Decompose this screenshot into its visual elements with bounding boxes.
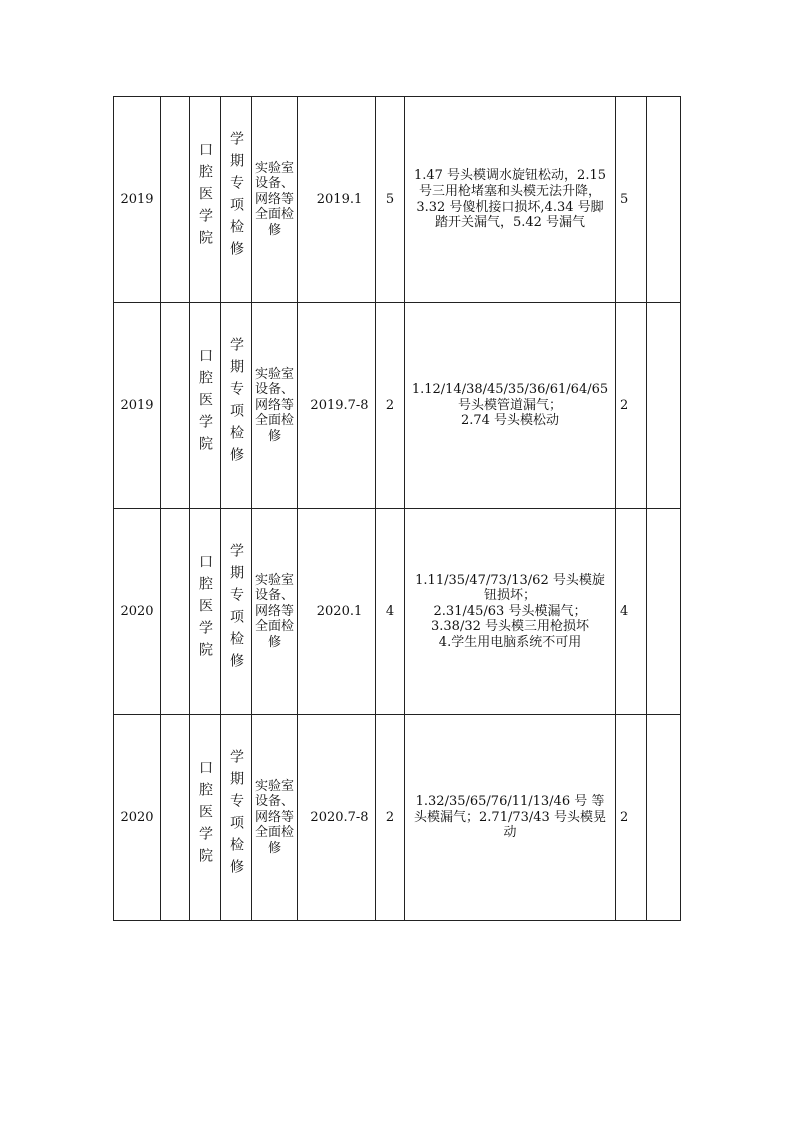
year-cell: 2020 [114,715,161,921]
table-row [114,509,681,715]
department-cell [190,509,221,715]
fault-detail-cell [405,97,616,303]
blank-cell [161,97,190,303]
year-cell: 2019 [114,303,161,509]
blank-cell [647,715,681,921]
department-cell [190,715,221,921]
detail-line: 2.31/45/63 号头模漏气； [433,603,587,619]
department-cell [190,303,221,509]
table-row [114,715,681,921]
repaired-count-cell: 4 [616,509,647,715]
blank-cell [161,509,190,715]
detail-line: 1.11/35/47/73/13/62 号头模旋 [415,572,605,588]
project-cell: 实验室设备、网络等全面检修 [252,509,298,715]
detail-line: 头模漏气；2.71/73/43 号头模晃 [414,809,606,825]
project-cell: 实验室设备、网络等全面检修 [252,97,298,303]
fault-count-cell: 5 [376,97,405,303]
blank-cell [161,715,190,921]
blank-cell [647,303,681,509]
department-label: 口腔医学院 [197,348,213,459]
detail-line: 2.74 号头模松动 [460,413,560,429]
detail-line: 3.38/32 号头模三用枪损坏 [431,619,589,635]
time-cell: 2020.7-8 [298,715,376,921]
repaired-count-cell: 5 [616,97,647,303]
detail-line: 1.32/35/65/76/11/13/46 号 等 [415,794,605,810]
fault-detail-cell [405,303,616,509]
inspection-type-label: 学期专项检修 [228,543,244,676]
department-label: 口腔医学院 [197,554,213,665]
detail-line: 号头模管道漏气； [457,397,562,413]
time-cell: 2020.1 [298,509,376,715]
repaired-count-cell: 2 [616,303,647,509]
inspection-type-cell [221,509,252,715]
detail-line: 1.47 号头模调水旋钮松动，2.15 [413,168,607,184]
project-cell: 实验室设备、网络等全面检修 [252,303,298,509]
time-cell: 2019.1 [298,97,376,303]
inspection-type-label: 学期专项检修 [228,337,244,470]
fault-count-cell: 4 [376,509,405,715]
project-cell: 实验室设备、网络等全面检修 [252,715,298,921]
inspection-type-cell [221,97,252,303]
department-label: 口腔医学院 [197,142,213,253]
blank-cell [647,97,681,303]
maintenance-table [113,96,681,921]
fault-detail-cell [405,509,616,715]
year-cell: 2020 [114,509,161,715]
inspection-type-label: 学期专项检修 [228,749,244,882]
detail-line: 3.32 号傻机接口损坏,4.34 号脚 [416,199,604,215]
detail-line: 踏开关漏气，5.42 号漏气 [434,215,586,231]
table-row [114,97,681,303]
department-label: 口腔医学院 [197,760,213,871]
fault-count-cell: 2 [376,715,405,921]
year-cell: 2019 [114,97,161,303]
detail-line: 号三用枪堵塞和头模无法升降， [418,183,601,199]
fault-detail-cell [405,715,616,921]
inspection-type-cell [221,303,252,509]
blank-cell [647,509,681,715]
repaired-count-cell: 2 [616,715,647,921]
inspection-type-cell [221,715,252,921]
fault-count-cell: 2 [376,303,405,509]
time-cell: 2019.7-8 [298,303,376,509]
detail-line: 4.学生用电脑系统不可用 [438,634,582,650]
detail-line: 钮损坏； [483,588,536,604]
detail-line: 1.12/14/38/45/35/36/61/64/65 [411,382,609,398]
blank-cell [161,303,190,509]
detail-line: 动 [503,825,517,841]
inspection-type-label: 学期专项检修 [228,131,244,264]
table-row [114,303,681,509]
department-cell [190,97,221,303]
